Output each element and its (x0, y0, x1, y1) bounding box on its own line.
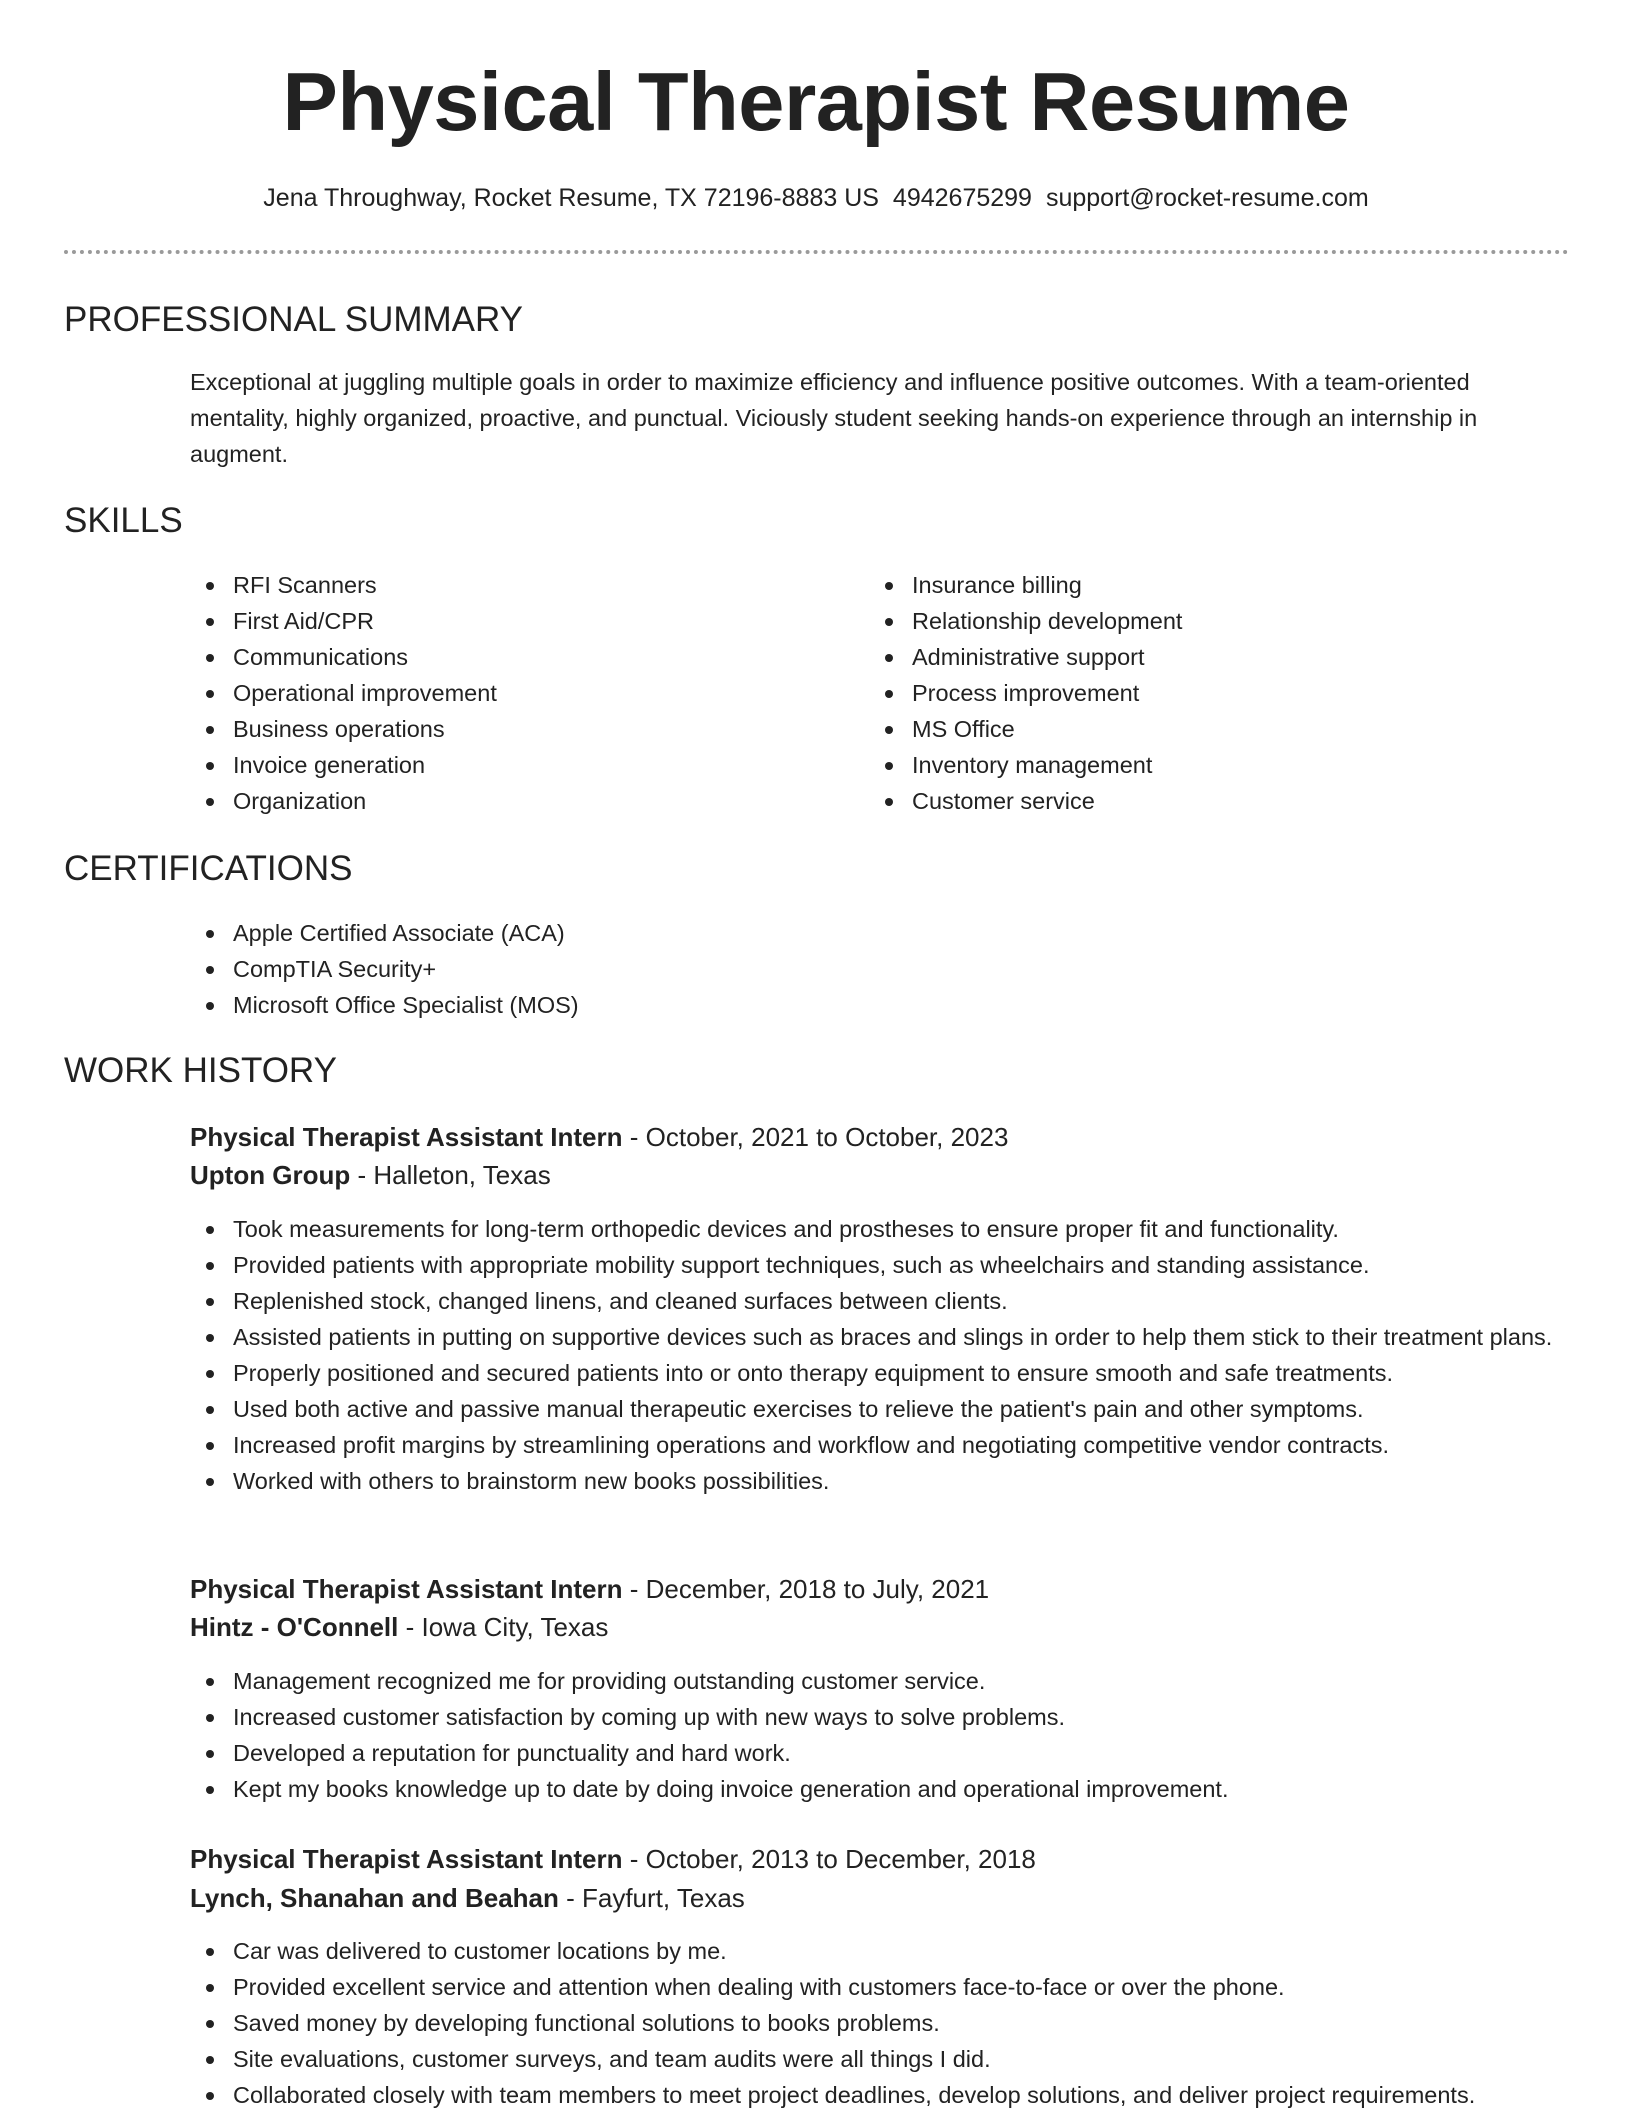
certifications-heading: CERTIFICATIONS (64, 849, 353, 888)
skill-item: Business operations (233, 711, 833, 747)
job-bullet: Replenished stock, changed linens, and cleaned surfaces between clients. (233, 1283, 1613, 1319)
certification-item: Apple Certified Associate (ACA) (233, 915, 1613, 951)
header-divider (64, 250, 1569, 254)
skill-item: Relationship development (912, 603, 1512, 639)
job-title-line (190, 1118, 1570, 1156)
work-history-heading: WORK HISTORY (64, 1051, 337, 1090)
job-bullet: Collaborated closely with team members to meet project deadlines, develop solutions, and deliver project requirements. (233, 2077, 1613, 2113)
job-bullet: Developed a reputation for punctuality and hard work. (233, 1735, 1613, 1771)
job-dates: - October, 2021 to October, 2023 (622, 1122, 1009, 1152)
job-bullet: Management recognized me for providing outstanding customer service. (233, 1663, 1613, 1699)
skills-heading: SKILLS (64, 501, 183, 540)
job-company: Upton Group (190, 1160, 351, 1190)
skills-list-left (190, 567, 833, 819)
job-company: Lynch, Shanahan and Beahan (190, 1883, 559, 1913)
job-bullet: Used both active and passive manual therapeutic exercises to relieve the patient's pain and other symptoms. (233, 1391, 1613, 1427)
job-location: - Fayfurt, Texas (558, 1883, 745, 1913)
job-dates: - October, 2013 to December, 2018 (622, 1844, 1036, 1874)
job-title-line (190, 1570, 1570, 1608)
summary-heading: PROFESSIONAL SUMMARY (64, 300, 523, 339)
skill-item: Inventory management (912, 747, 1512, 783)
skill-item: Administrative support (912, 639, 1512, 675)
job-company-line (190, 1879, 1570, 1917)
certification-item: Microsoft Office Specialist (MOS) (233, 987, 1613, 1023)
job-company-line (190, 1608, 1570, 1646)
job-bullet: Worked with others to brainstorm new books possibilities. (233, 1463, 1613, 1499)
resume-title: Physical Therapist Resume (282, 55, 1350, 148)
job-bullets (190, 1933, 1613, 2113)
certifications-list (190, 915, 1613, 1023)
skill-item: Operational improvement (233, 675, 833, 711)
skill-item: Customer service (912, 783, 1512, 819)
job-bullet: Increased profit margins by streamlining operations and workflow and negotiating competitive vendor contracts. (233, 1427, 1613, 1463)
skills-list-right (869, 567, 1512, 819)
skill-item: Insurance billing (912, 567, 1512, 603)
job-bullet: Site evaluations, customer surveys, and team audits were all things I did. (233, 2041, 1613, 2077)
contact-address: Jena Throughway, Rocket Resume, TX 72196-8883 US (263, 184, 879, 212)
contact-line (0, 180, 1632, 216)
contact-email: support@rocket-resume.com (1045, 184, 1369, 212)
skill-item: First Aid/CPR (233, 603, 833, 639)
job-title: Physical Therapist Assistant Intern (190, 1844, 623, 1874)
job-title: Physical Therapist Assistant Intern (190, 1574, 623, 1604)
job-title-line (190, 1840, 1570, 1878)
skill-item: MS Office (912, 711, 1512, 747)
job-bullets (190, 1663, 1613, 1807)
job-bullet: Increased customer satisfaction by coming up with new ways to solve problems. (233, 1699, 1613, 1735)
job-bullet: Provided excellent service and attention when dealing with customers face-to-face or over the phone. (233, 1969, 1613, 2005)
job-bullet: Saved money by developing functional solutions to books problems. (233, 2005, 1613, 2041)
job-dates: - December, 2018 to July, 2021 (622, 1574, 990, 1604)
job-location: - Halleton, Texas (350, 1160, 551, 1190)
job-bullet: Properly positioned and secured patients into or onto therapy equipment to ensure smooth and safe treatments. (233, 1355, 1613, 1391)
job-company-line (190, 1156, 1570, 1194)
job-bullet: Car was delivered to customer locations by me. (233, 1933, 1613, 1969)
contact-phone: 4942675299 (892, 184, 1032, 212)
job-title: Physical Therapist Assistant Intern (190, 1122, 623, 1152)
skill-item: Process improvement (912, 675, 1512, 711)
job-bullet: Assisted patients in putting on supportive devices such as braces and slings in order to help them stick to their treatment plans. (233, 1319, 1613, 1355)
skill-item: Communications (233, 639, 833, 675)
job-bullet: Kept my books knowledge up to date by doing invoice generation and operational improvement. (233, 1771, 1613, 1807)
job-bullet: Took measurements for long-term orthopedic devices and prostheses to ensure proper fit and functionality. (233, 1211, 1613, 1247)
skill-item: RFI Scanners (233, 567, 833, 603)
job-bullet: Provided patients with appropriate mobility support techniques, such as wheelchairs and standing assistance. (233, 1247, 1613, 1283)
skill-item: Invoice generation (233, 747, 833, 783)
job-location: - Iowa City, Texas (398, 1612, 609, 1642)
skill-item: Organization (233, 783, 833, 819)
summary-text: Exceptional at juggling multiple goals in order to maximize efficiency and influence positive outcomes. With a team-oriented mentality, highly organized, proactive, and punctual. Viciously student seeking hands-on experience through an internship in augment. (190, 369, 1478, 467)
certification-item: CompTIA Security+ (233, 951, 1613, 987)
job-bullets (190, 1211, 1613, 1499)
job-company: Hintz - O'Connell (190, 1612, 399, 1642)
